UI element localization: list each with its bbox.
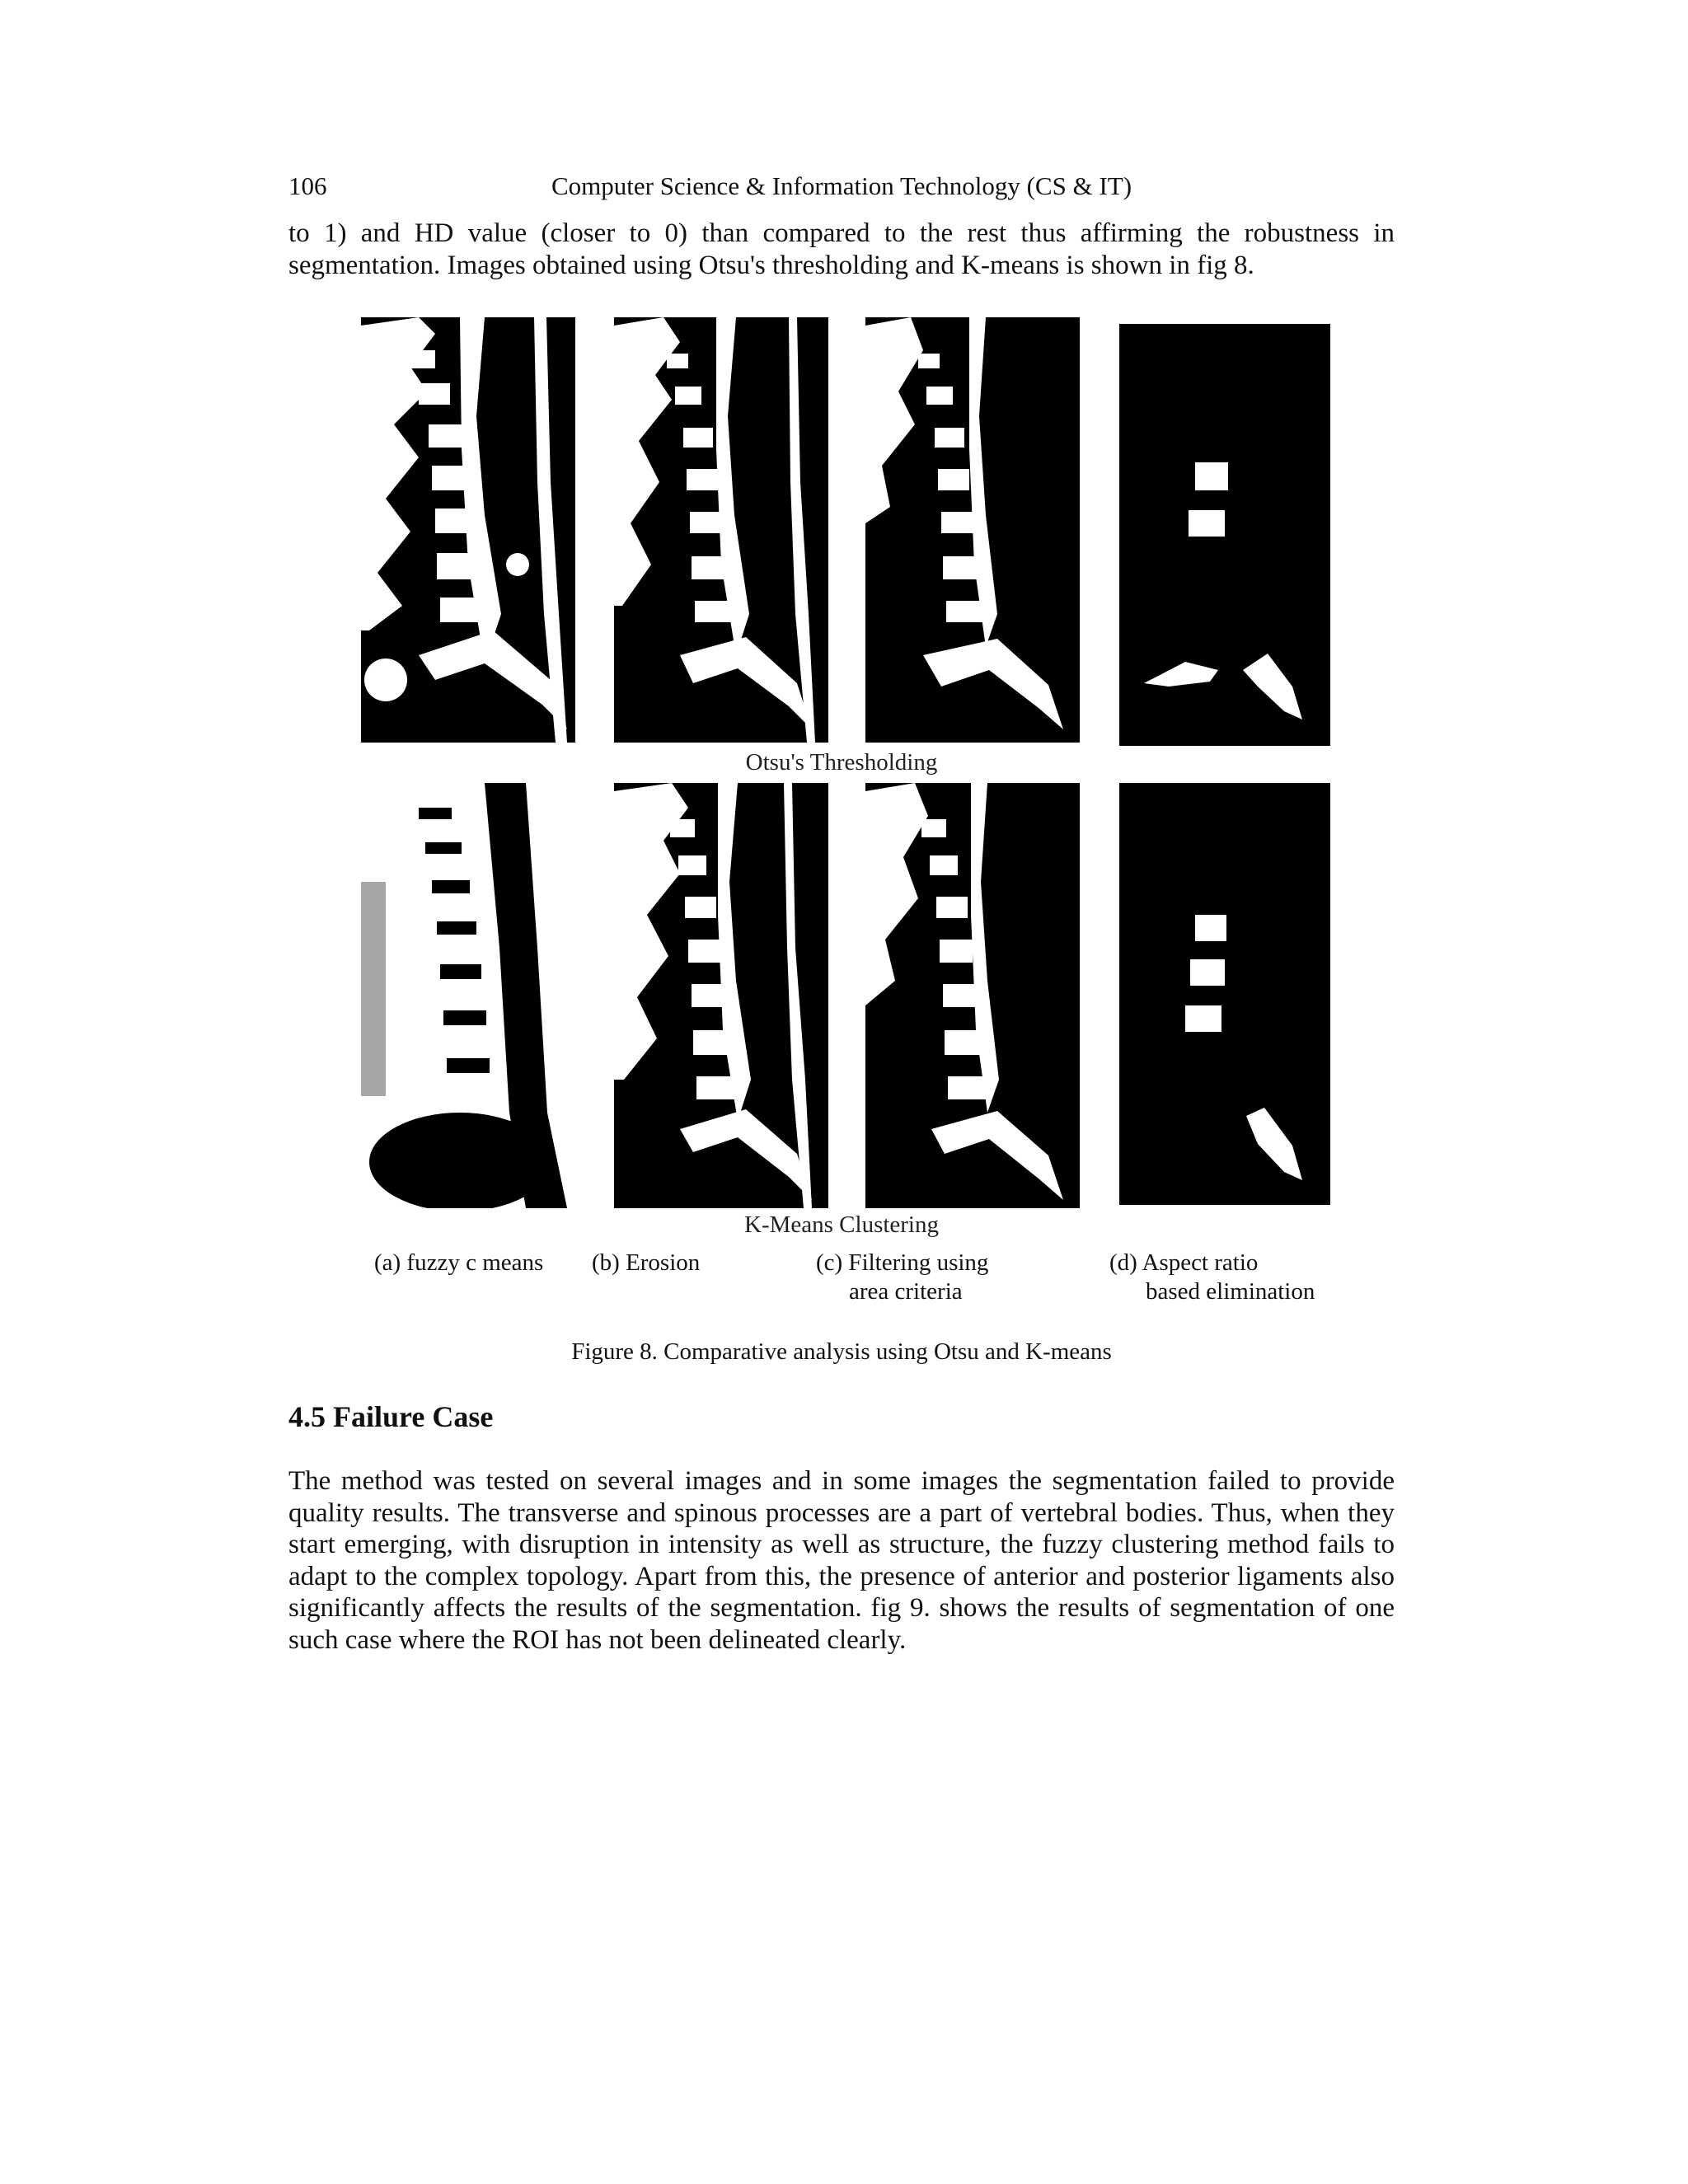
subcaption-c: (c) Filtering using area criteria <box>816 1249 989 1305</box>
page-header <box>288 171 1395 204</box>
otsu-erosion-image <box>614 317 828 743</box>
otsu-area-filtering-image <box>865 317 1080 743</box>
row-label-otsu: Otsu's Thresholding <box>745 749 938 776</box>
section-body-paragraph: The method was tested on several images and in some images the segmentation failed to provide quality results. The transverse and spinous processes are a part of vertebral bodies. Thus, when they start emerging, with disruption in intensity as well as structure, the fuzzy clustering method fails to adapt to the complex topology. Apart from this, the presence of anterior and posterior ligaments also significantly affects the results of the segmentation. fig 9. shows the results of segmentation of one such case where the ROI has not been delineated clearly. <box>288 1466 1395 1655</box>
figure-caption: Figure 8. Comparative analysis using Otsu and K-means <box>571 1338 1112 1365</box>
otsu-fuzzy-c-means-image <box>361 317 575 743</box>
kmeans-area-filtering-image <box>865 783 1080 1208</box>
row-label-kmeans: K-Means Clustering <box>744 1212 939 1238</box>
intro-paragraph: to 1) and HD value (closer to 0) than compared to the rest thus affirming the robustness in segmentation. Images obtained using Otsu's thresholding and K-means is shown in fig 8. <box>288 218 1395 280</box>
running-title: Computer Science & Information Technology (CS & IT) <box>551 171 1132 200</box>
subcaption-a: (a) fuzzy c means <box>374 1249 544 1276</box>
kmeans-fuzzy-c-means-image <box>361 783 575 1208</box>
section-heading: 4.5 Failure Case <box>288 1400 494 1433</box>
otsu-aspect-ratio-image <box>1119 324 1330 746</box>
subcaption-b: (b) Erosion <box>592 1249 701 1276</box>
subcaption-d: (d) Aspect ratio based elimination <box>1109 1249 1315 1305</box>
kmeans-aspect-ratio-image <box>1119 783 1330 1205</box>
figure-8 <box>361 317 1322 1238</box>
kmeans-erosion-image <box>614 783 828 1208</box>
page-number: 106 <box>288 171 327 200</box>
